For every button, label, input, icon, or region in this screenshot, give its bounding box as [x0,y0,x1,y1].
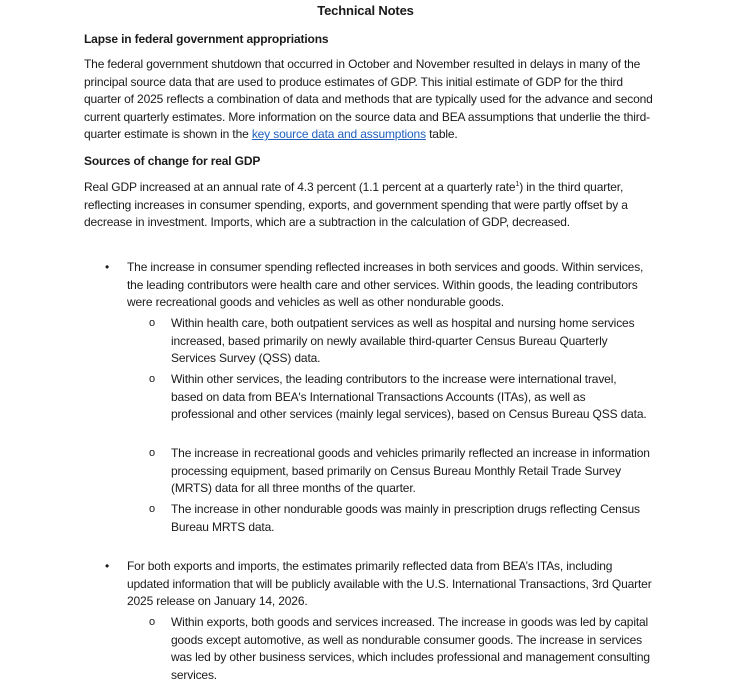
bullet-icon: • [105,559,110,573]
sub-list-item-text: The increase in recreational goods and vehicles primarily reflected an increase in information processing equipment, based primarily on Census Bureau Monthly Retail Trade Survey (MRTS) data for all three months of the quarter. [171,446,650,496]
sub-list-item-text: Within exports, both goods and services increased. The increase in goods was led by capital goods except automotive, as well as nondurable consumer goods. The increase in services was led by other business services, which includes professional and management consulting services. [171,615,650,682]
paragraph-sources-of-change [84,179,654,232]
page-title: Technical Notes [317,3,414,18]
sub-list-item [149,371,651,424]
paragraph-appropriations [84,56,654,144]
sub-list-item [149,445,651,498]
list-item-exports-imports [105,558,657,611]
list-item-consumer-spending [105,259,657,312]
bullet-icon: • [105,260,110,274]
sub-list-item-text: Within other services, the leading contributors to the increase were international travel, based on data from BEA's International Transactions Accounts (ITAs), as well as professional and other services (mainly legal services), based on Census Bureau QSS data. [171,372,647,422]
paragraph-text: ) in the third quarter, reflecting increases in consumer spending, exports, and government spending that were partly offset by a decrease in investment. Imports, which are a subtraction in the calculation of GDP, decreased. [84,180,628,230]
list-item-text: The increase in consumer spending reflected increases in both services and goods. Within services, the leading contributors were health care and other services. Within goods, the leading contributors were recreational goods and vehicles as well as other nondurable goods. [127,260,644,310]
key-source-data-link[interactable]: key source data and assumptions [251,127,426,142]
sub-list-item [149,614,651,684]
sub-list-item [149,315,651,368]
section-heading-sources-of-change: Sources of change for real GDP [84,154,261,168]
sub-bullet-icon: o [149,373,155,385]
sub-list-item [149,501,651,536]
sub-bullet-icon: o [149,317,155,329]
sub-bullet-icon: o [149,616,155,628]
list-item-text: For both exports and imports, the estimates primarily reflected data from BEA’s ITAs, including updated information that will be publicly available with the U.S. International Transactions, 3rd Quarter 2025 release on January 14, 2026. [127,559,652,609]
paragraph-text: The federal government shutdown that occurred in October and November resulted in delays in many of the principal source data that are used to produce estimates of GDP. This initial estimate of GDP for the third quarter of 2025 reflects a combination of data and methods that are typically used for the advance and second current quarterly estimates. More information on the source data and BEA assumptions that underlie the third-quarter estimate is shown in the [84,57,653,142]
footnote-marker[interactable]: 1 [515,181,520,188]
section-heading-appropriations: Lapse in federal government appropriations [84,32,329,46]
sub-bullet-icon: o [149,447,155,459]
sub-list-item-text: The increase in other nondurable goods was mainly in prescription drugs reflecting Census Bureau MRTS data. [171,502,640,534]
paragraph-text: table. [425,127,458,142]
paragraph-text: Real GDP increased at an annual rate of 4.3 percent (1.1 percent at a quarterly rate [84,180,516,194]
sub-bullet-icon: o [149,503,155,515]
sub-list-item-text: Within health care, both outpatient services as well as hospital and nursing home services increased, based primarily on newly available third-quarter Census Bureau Quarterly Services Survey (QSS) data. [171,316,635,366]
